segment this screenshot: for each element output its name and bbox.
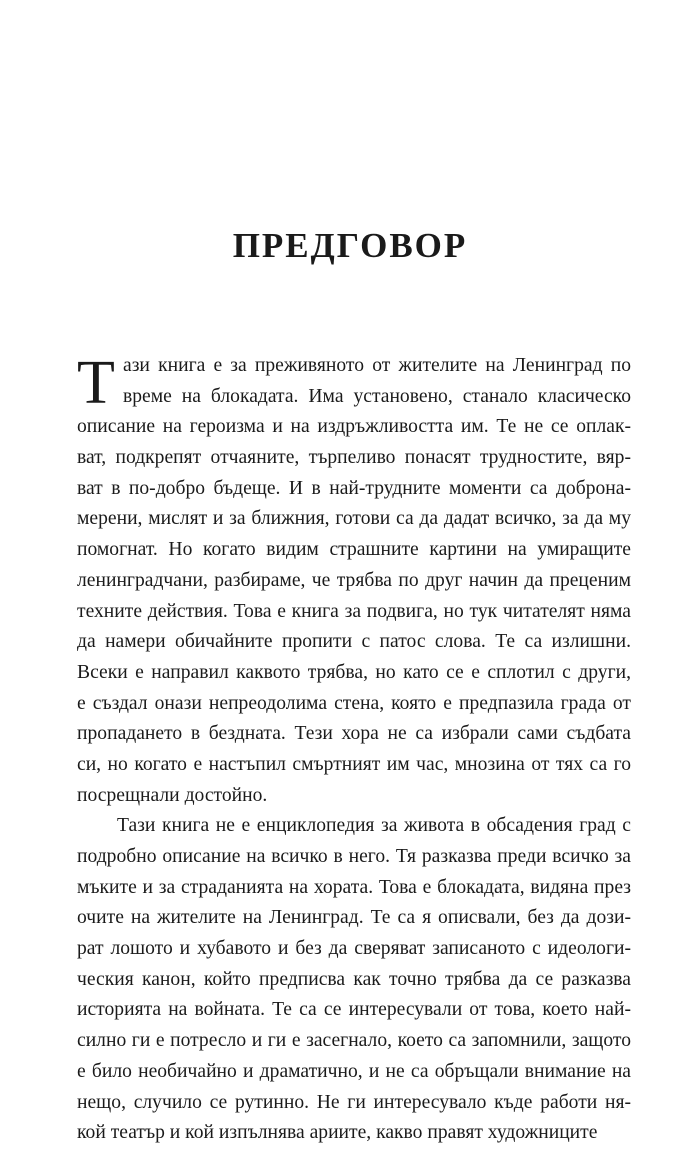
text-line: си, но когато е настъпил смъртният им час, мнозина от тях са го bbox=[77, 753, 631, 775]
text-line: ленинградчани, разбираме, че трябва по друг начин да преценим bbox=[77, 569, 631, 591]
text-line: Тази книга не е енциклопедия за живота в обсадения град с bbox=[117, 815, 631, 837]
text-line: нещо, случило се рутинно. Не ги интересувало къде работи ня- bbox=[77, 1091, 631, 1113]
text-line: помогнат. Но когато видим страшните картини на умиращите bbox=[77, 539, 631, 561]
text-line: описание на героизма и на издръжливостта им. Те не се оплак- bbox=[77, 416, 631, 438]
text-line: време на блокадата. Има установено, станало класическо bbox=[123, 385, 631, 407]
text-line: рат лошото и хубавото и без да сверяват записаното с идеологи- bbox=[77, 938, 631, 960]
text-line: мъките и за страданията на хората. Това е блокадата, видяна през bbox=[77, 876, 631, 898]
paragraph bbox=[77, 351, 631, 811]
text-line: е било необичайно и драматично, и не са обръщали внимание на bbox=[77, 1060, 631, 1082]
text-line: историята на войната. Те са се интересували от това, което най- bbox=[77, 999, 631, 1021]
text-line: силно ги е потресло и ги е засегнало, което са запомнили, защото bbox=[77, 1030, 631, 1052]
text-line: подробно описание на всичко в него. Тя разказва преди всичко за bbox=[77, 846, 631, 867]
body-text bbox=[77, 351, 631, 1149]
text-line: е създал онази непреодолима стена, която е предпазила града от bbox=[77, 692, 631, 714]
text-line: кой театър и кой изпълнява ариите, какво правят художниците bbox=[77, 1122, 598, 1144]
drop-cap: Т bbox=[77, 349, 115, 417]
chapter-title: ПРЕДГОВОР bbox=[232, 226, 468, 265]
text-line: техните действия. Това е книга за подвига, но тук читателят няма bbox=[77, 600, 631, 622]
text-line: мерени, мислят и за ближния, готови са да дадат всичко, за да му bbox=[77, 508, 631, 530]
text-line: очите на жителите на Ленинград. Те са я описвали, без да дози- bbox=[77, 907, 631, 929]
text-line: пропадането в бездната. Тези хора не са избрали сами съдбата bbox=[77, 723, 631, 745]
text-line: ват в по-добро бъдеще. И в най-трудните моменти са доброна- bbox=[77, 477, 631, 499]
paragraph bbox=[77, 811, 631, 1149]
text-line: Всеки е направил каквото трябва, но като се е сплотил с други, bbox=[77, 661, 631, 683]
text-line: посрещнали достойно. bbox=[77, 784, 268, 806]
text-line: ческия канон, който предписва как точно трябва да се разказва bbox=[77, 968, 631, 990]
text-line: да намери обичайните пропити с патос слова. Те са излишни. bbox=[77, 631, 631, 653]
text-line: ват, подкрепят отчаяните, търпеливо понасят трудностите, вяр- bbox=[77, 447, 631, 469]
text-line: ази книга е за преживяното от жителите на Ленинград по bbox=[123, 355, 631, 376]
